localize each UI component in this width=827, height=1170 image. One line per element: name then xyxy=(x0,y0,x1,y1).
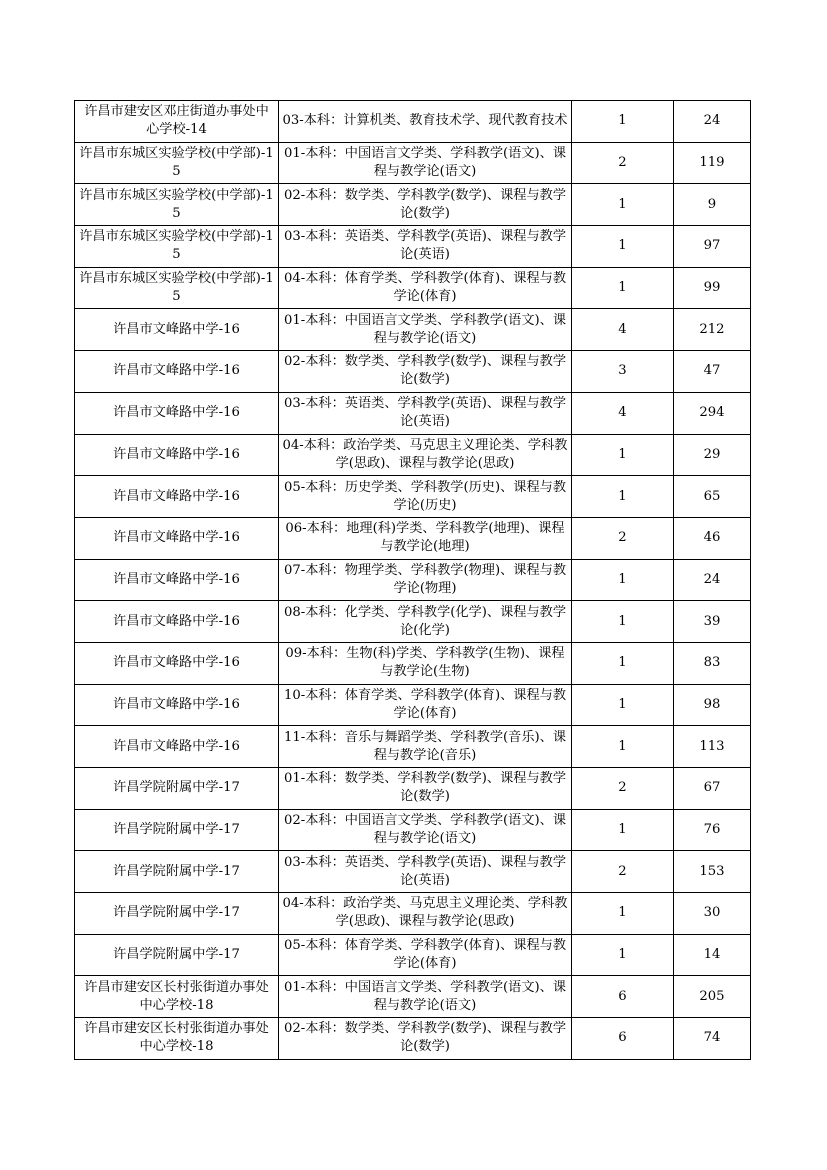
position-cell: 11-本科：音乐与舞蹈学类、学科教学(音乐)、课程与教学论(音乐) xyxy=(279,726,572,768)
school-cell: 许昌市文峰路中学-16 xyxy=(75,351,279,393)
school-cell: 许昌学院附属中学-17 xyxy=(75,934,279,976)
school-cell: 许昌学院附属中学-17 xyxy=(75,809,279,851)
table-row xyxy=(75,476,751,518)
table-row xyxy=(75,851,751,893)
applicants-cell: 9 xyxy=(674,184,751,226)
school-cell: 许昌市东城区实验学校(中学部)-15 xyxy=(75,142,279,184)
applicants-cell: 24 xyxy=(674,559,751,601)
table-row xyxy=(75,226,751,268)
table-row xyxy=(75,809,751,851)
school-cell: 许昌市东城区实验学校(中学部)-15 xyxy=(75,267,279,309)
quota-cell: 1 xyxy=(572,101,674,143)
applicants-cell: 65 xyxy=(674,476,751,518)
quota-cell: 1 xyxy=(572,476,674,518)
quota-cell: 2 xyxy=(572,768,674,810)
applicants-cell: 24 xyxy=(674,101,751,143)
position-cell: 01-本科：中国语言文学类、学科教学(语文)、课程与教学论(语文) xyxy=(279,309,572,351)
applicants-cell: 153 xyxy=(674,851,751,893)
position-cell: 04-本科：体育学类、学科教学(体育)、课程与教学论(体育) xyxy=(279,267,572,309)
table-row xyxy=(75,351,751,393)
quota-cell: 1 xyxy=(572,809,674,851)
table-row xyxy=(75,267,751,309)
quota-cell: 1 xyxy=(572,726,674,768)
school-cell: 许昌学院附属中学-17 xyxy=(75,768,279,810)
quota-cell: 1 xyxy=(572,434,674,476)
position-cell: 05-本科：体育学类、学科教学(体育)、课程与教学论(体育) xyxy=(279,934,572,976)
position-cell: 01-本科：数学类、学科教学(数学)、课程与教学论(数学) xyxy=(279,768,572,810)
school-cell: 许昌市文峰路中学-16 xyxy=(75,434,279,476)
position-cell: 09-本科：生物(科)学类、学科教学(生物)、课程与教学论(生物) xyxy=(279,642,572,684)
applicants-cell: 39 xyxy=(674,601,751,643)
quota-cell: 3 xyxy=(572,351,674,393)
school-cell: 许昌市文峰路中学-16 xyxy=(75,642,279,684)
table-row xyxy=(75,309,751,351)
table-row xyxy=(75,684,751,726)
table-row xyxy=(75,601,751,643)
position-cell: 03-本科：英语类、学科教学(英语)、课程与教学论(英语) xyxy=(279,851,572,893)
school-cell: 许昌市建安区长村张街道办事处中心学校-18 xyxy=(75,976,279,1018)
school-cell: 许昌市文峰路中学-16 xyxy=(75,601,279,643)
quota-cell: 2 xyxy=(572,851,674,893)
quota-cell: 2 xyxy=(572,142,674,184)
position-cell: 04-本科：政治学类、马克思主义理论类、学科教学(思政)、课程与教学论(思政) xyxy=(279,434,572,476)
table-row xyxy=(75,893,751,935)
applicants-cell: 29 xyxy=(674,434,751,476)
applicants-cell: 67 xyxy=(674,768,751,810)
school-cell: 许昌市建安区邓庄街道办事处中心学校-14 xyxy=(75,101,279,143)
applicants-cell: 30 xyxy=(674,893,751,935)
school-cell: 许昌市文峰路中学-16 xyxy=(75,476,279,518)
position-cell: 06-本科：地理(科)学类、学科教学(地理)、课程与教学论(地理) xyxy=(279,517,572,559)
applicants-cell: 205 xyxy=(674,976,751,1018)
table-row xyxy=(75,726,751,768)
table-row xyxy=(75,768,751,810)
position-cell: 02-本科：数学类、学科教学(数学)、课程与教学论(数学) xyxy=(279,184,572,226)
quota-cell: 4 xyxy=(572,392,674,434)
quota-cell: 1 xyxy=(572,684,674,726)
position-cell: 01-本科：中国语言文学类、学科教学(语文)、课程与教学论(语文) xyxy=(279,142,572,184)
school-cell: 许昌市文峰路中学-16 xyxy=(75,517,279,559)
applicants-cell: 99 xyxy=(674,267,751,309)
table-row xyxy=(75,184,751,226)
applicants-cell: 97 xyxy=(674,226,751,268)
school-cell: 许昌市文峰路中学-16 xyxy=(75,392,279,434)
position-cell: 05-本科：历史学类、学科教学(历史)、课程与教学论(历史) xyxy=(279,476,572,518)
table-row xyxy=(75,517,751,559)
quota-cell: 1 xyxy=(572,893,674,935)
quota-cell: 1 xyxy=(572,559,674,601)
position-cell: 03-本科：计算机类、教育技术学、现代教育技术 xyxy=(279,101,572,143)
quota-cell: 6 xyxy=(572,976,674,1018)
quota-cell: 1 xyxy=(572,934,674,976)
table-row xyxy=(75,434,751,476)
applicants-cell: 46 xyxy=(674,517,751,559)
school-cell: 许昌市文峰路中学-16 xyxy=(75,559,279,601)
applicants-cell: 98 xyxy=(674,684,751,726)
table-row xyxy=(75,101,751,143)
position-cell: 02-本科：中国语言文学类、学科教学(语文)、课程与教学论(语文) xyxy=(279,809,572,851)
table-row xyxy=(75,559,751,601)
applicants-cell: 294 xyxy=(674,392,751,434)
school-cell: 许昌市文峰路中学-16 xyxy=(75,684,279,726)
applicants-cell: 212 xyxy=(674,309,751,351)
table-body xyxy=(75,101,751,1060)
applicants-cell: 113 xyxy=(674,726,751,768)
quota-cell: 1 xyxy=(572,642,674,684)
school-cell: 许昌市东城区实验学校(中学部)-15 xyxy=(75,226,279,268)
quota-cell: 2 xyxy=(572,517,674,559)
quota-cell: 1 xyxy=(572,226,674,268)
table-row xyxy=(75,142,751,184)
quota-cell: 1 xyxy=(572,601,674,643)
school-cell: 许昌市建安区长村张街道办事处中心学校-18 xyxy=(75,1018,279,1060)
applicants-cell: 119 xyxy=(674,142,751,184)
school-cell: 许昌市文峰路中学-16 xyxy=(75,726,279,768)
position-cell: 02-本科：数学类、学科教学(数学)、课程与教学论(数学) xyxy=(279,351,572,393)
table-row xyxy=(75,1018,751,1060)
table-row xyxy=(75,976,751,1018)
table-row xyxy=(75,392,751,434)
position-cell: 03-本科：英语类、学科教学(英语)、课程与教学论(英语) xyxy=(279,392,572,434)
school-cell: 许昌市文峰路中学-16 xyxy=(75,309,279,351)
position-cell: 07-本科：物理学类、学科教学(物理)、课程与教学论(物理) xyxy=(279,559,572,601)
position-cell: 10-本科：体育学类、学科教学(体育)、课程与教学论(体育) xyxy=(279,684,572,726)
table-row xyxy=(75,934,751,976)
applicants-cell: 76 xyxy=(674,809,751,851)
position-cell: 02-本科：数学类、学科教学(数学)、课程与教学论(数学) xyxy=(279,1018,572,1060)
quota-cell: 1 xyxy=(572,267,674,309)
position-cell: 08-本科：化学类、学科教学(化学)、课程与教学论(化学) xyxy=(279,601,572,643)
position-cell: 03-本科：英语类、学科教学(英语)、课程与教学论(英语) xyxy=(279,226,572,268)
applicants-cell: 83 xyxy=(674,642,751,684)
quota-cell: 4 xyxy=(572,309,674,351)
applicants-cell: 14 xyxy=(674,934,751,976)
school-cell: 许昌市东城区实验学校(中学部)-15 xyxy=(75,184,279,226)
position-cell: 04-本科：政治学类、马克思主义理论类、学科教学(思政)、课程与教学论(思政) xyxy=(279,893,572,935)
applicants-cell: 74 xyxy=(674,1018,751,1060)
applicants-cell: 47 xyxy=(674,351,751,393)
quota-cell: 1 xyxy=(572,184,674,226)
table-row xyxy=(75,642,751,684)
applicant-table xyxy=(74,100,751,1060)
quota-cell: 6 xyxy=(572,1018,674,1060)
school-cell: 许昌学院附属中学-17 xyxy=(75,893,279,935)
position-cell: 01-本科：中国语言文学类、学科教学(语文)、课程与教学论(语文) xyxy=(279,976,572,1018)
school-cell: 许昌学院附属中学-17 xyxy=(75,851,279,893)
